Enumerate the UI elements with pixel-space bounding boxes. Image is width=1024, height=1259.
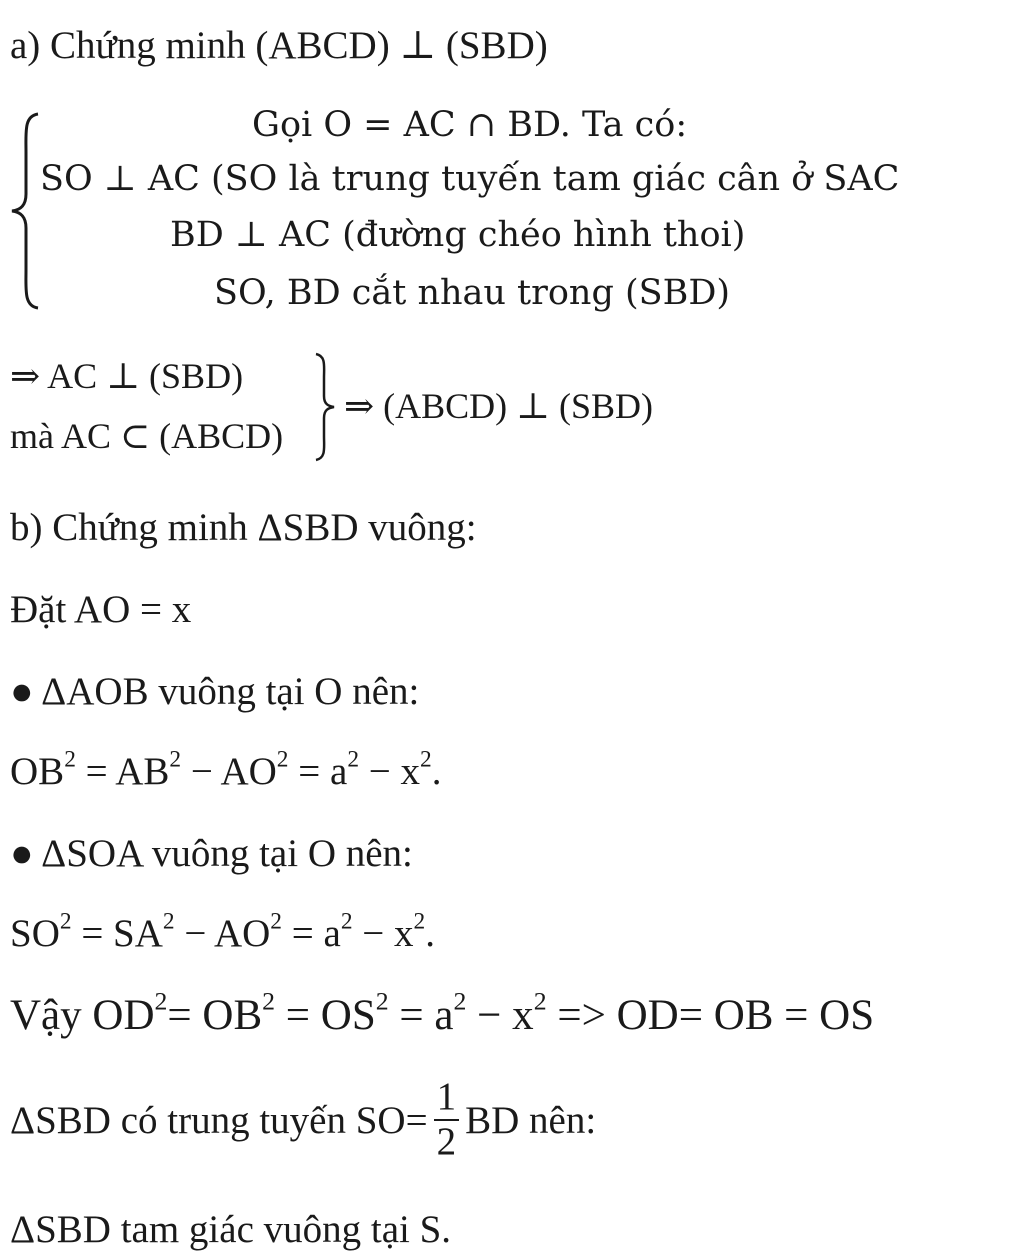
exponent: 2 [59, 908, 72, 935]
median-text-after: BD nên: [465, 1098, 597, 1142]
part-b-heading: b) Chứng minh ΔSBD vuông: [10, 506, 477, 549]
eq1-term-b: = AB [75, 750, 170, 793]
eq3-term-c: = OS [275, 992, 376, 1039]
exponent: 2 [340, 908, 353, 935]
system-line-2: SO ⊥ AC (SO là trung tuyến tam giác cân ở SAC [40, 159, 900, 199]
eq1-term-d: = a [288, 750, 348, 793]
implication-line-2: mà AC ⊂ (ABCD) [10, 416, 284, 456]
set-x-line: Đặt AO = x [10, 588, 192, 631]
exponent: 2 [154, 986, 168, 1016]
eq1-term-a: OB [10, 750, 65, 793]
exponent: 2 [276, 746, 289, 773]
exponent: 2 [162, 908, 175, 935]
eq2-term-e: − x [352, 912, 414, 955]
eq1-term-e: − x [359, 750, 421, 793]
system-line-3: BD ⊥ AC (đường chéo hình thoi) [170, 215, 746, 255]
system-line-1: Gọi O = AC ∩ BD. Ta có: [252, 105, 688, 145]
fraction-one-half [434, 1076, 460, 1164]
exponent: 2 [420, 746, 432, 773]
eq2-term-d: = a [282, 912, 341, 955]
median-text-before: ΔSBD có trung tuyến SO= [10, 1098, 428, 1142]
eq2-term-b: = SA [71, 912, 163, 955]
median-line [10, 1075, 597, 1168]
bullet-aob: ● ΔAOB vuông tại O nên: [10, 670, 420, 713]
eq1-term-f: . [431, 750, 442, 793]
eq3-term-f: => OD= OB = OS [546, 992, 875, 1039]
equation-ob [10, 746, 442, 793]
right-brace [312, 352, 338, 462]
exponent: 2 [453, 986, 467, 1016]
exponent: 2 [270, 908, 282, 935]
exponent: 2 [347, 746, 360, 773]
eq1-term-c: − AO [181, 750, 277, 793]
exponent: 2 [169, 746, 182, 773]
exponent: 2 [64, 746, 76, 773]
fraction-numerator: 1 [434, 1076, 460, 1121]
exponent: 2 [413, 908, 426, 935]
eq2-term-f: . [425, 912, 435, 955]
implication-line-1: ⇒ AC ⊥ (SBD) [10, 356, 244, 396]
eq2-term-c: − AO [174, 912, 271, 955]
eq2-term-a: SO [10, 912, 60, 955]
eq3-term-e: − x [466, 992, 534, 1039]
eq3-term-d: = a [388, 992, 454, 1039]
left-brace [8, 112, 44, 310]
equation-od-ob-os [10, 986, 875, 1039]
fraction-denominator: 2 [436, 1119, 457, 1163]
eq3-term-a: Vậy OD [10, 992, 155, 1039]
final-conclusion: ΔSBD tam giác vuông tại S. [10, 1208, 452, 1251]
system-line-4: SO, BD cắt nhau trong (SBD) [214, 273, 731, 313]
equation-so [10, 908, 435, 955]
exponent: 2 [262, 986, 276, 1016]
implication-conclusion: ⇒ (ABCD) ⊥ (SBD) [344, 386, 654, 426]
bullet-soa: ● ΔSOA vuông tại O nên: [10, 832, 413, 875]
exponent: 2 [533, 986, 547, 1016]
part-a-heading: a) Chứng minh (ABCD) ⊥ (SBD) [10, 24, 548, 67]
exponent: 2 [375, 986, 389, 1016]
eq3-term-b: = OB [167, 992, 263, 1039]
